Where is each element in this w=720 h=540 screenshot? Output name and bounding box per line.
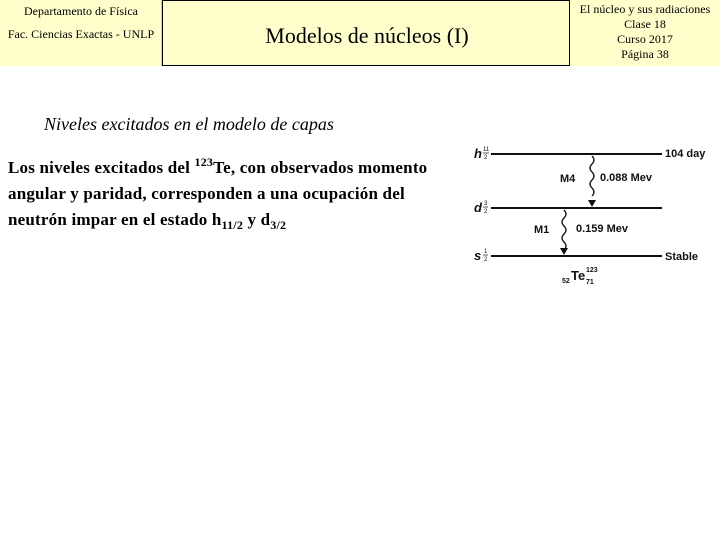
section-subtitle: Niveles excitados en el modelo de capas: [44, 114, 334, 134]
transition-type-m1: M1: [534, 224, 550, 236]
header-title-panel: [162, 0, 570, 66]
spin-letter-h: h: [474, 146, 482, 161]
atomic-number: 52: [562, 278, 570, 285]
d-subscript: 3/2: [270, 218, 287, 232]
level-scheme-diagram: [462, 128, 718, 293]
paragraph-text-1: Los niveles excitados del: [8, 158, 195, 177]
spin-denominator-2: 2: [484, 257, 488, 263]
spin-numerator-3: 3: [484, 201, 488, 207]
stable-label: Stable: [665, 251, 699, 263]
header-right-panel: [570, 0, 720, 66]
neutron-number: 71: [586, 279, 594, 286]
faculty-label: Fac. Ciencias Exactas - UNLP: [7, 27, 155, 41]
halflife-label: 104 day: [665, 148, 706, 160]
gamma-wave-m4: [590, 156, 594, 196]
page-number: Página 38: [621, 47, 669, 61]
spin-denominator-2: 2: [484, 155, 488, 161]
spin-letter-d: d: [474, 200, 482, 215]
spin-label-d3-2: [474, 200, 488, 215]
body-paragraph: [8, 155, 468, 233]
paragraph-text-3: y d: [243, 210, 271, 229]
spin-numerator-1: 1: [484, 249, 488, 255]
header-left-panel: [0, 0, 162, 66]
transition-energy-m4: 0.088 Mev: [600, 172, 652, 184]
gamma-wave-m1: [562, 210, 566, 250]
arrowhead-down-icon: [560, 248, 568, 255]
paragraph-text-2: Te, con observados momento angular y paridad, corresponden a una ocupación del neutrón impar en el estado h: [8, 158, 428, 229]
page-title: Modelos de núcleos (I): [265, 23, 469, 48]
spin-letter-s: s: [474, 248, 482, 263]
class-label: Clase 18: [624, 17, 666, 31]
transition-type-m4: M4: [560, 173, 576, 185]
spin-denominator-2: 2: [484, 209, 488, 215]
h-subscript: 11/2: [221, 218, 244, 232]
transition-energy-m1: 0.159 Mev: [576, 223, 628, 235]
nucleus-label: [562, 267, 598, 286]
spin-numerator-11: 11: [483, 147, 490, 153]
spin-label-h11-2: [474, 146, 490, 161]
course-label: El núcleo y sus radiaciones: [579, 2, 711, 16]
department-label: Departamento de Física: [24, 4, 138, 18]
spin-label-s1-2: [474, 248, 488, 263]
element-symbol: Te: [571, 268, 586, 283]
arrowhead-down-icon: [588, 200, 596, 207]
year-label: Curso 2017: [617, 32, 673, 46]
mass-number-label: 123: [586, 267, 598, 274]
mass-number: 123: [194, 155, 214, 169]
